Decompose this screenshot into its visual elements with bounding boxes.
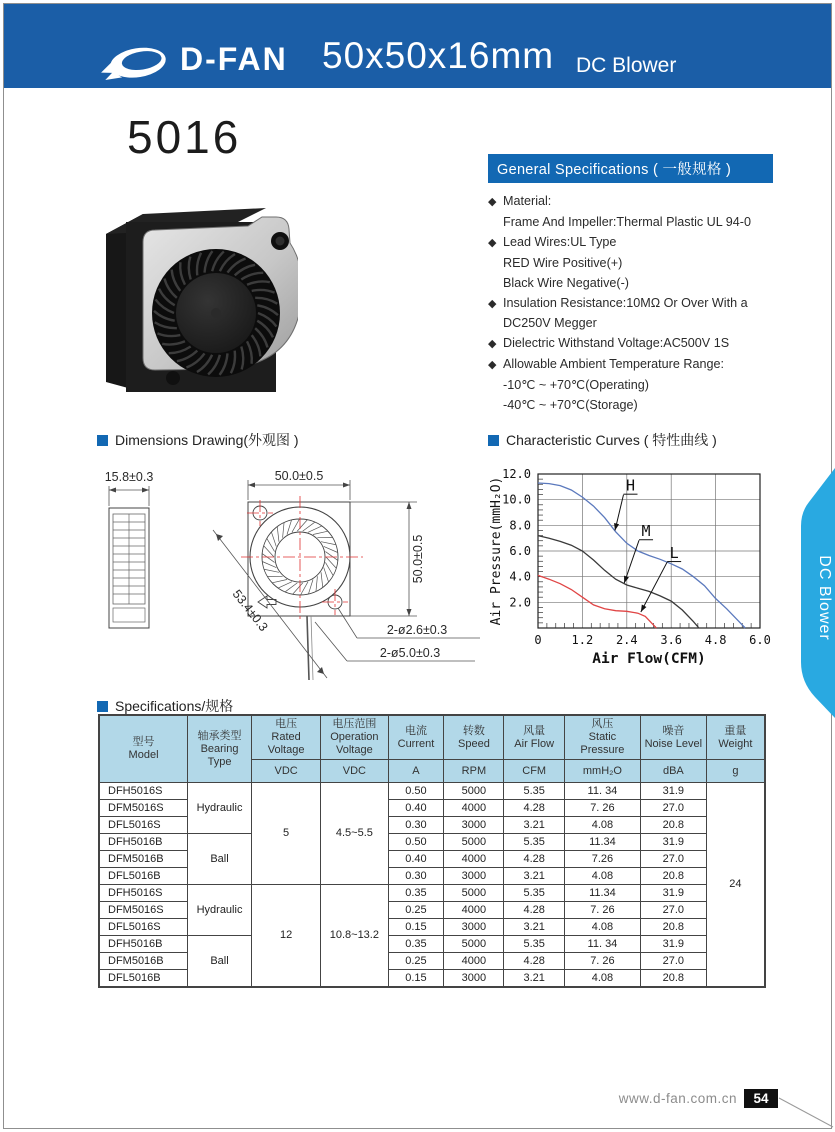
cell-pressure: 7. 26 (564, 902, 640, 919)
cell-pressure: 11. 34 (564, 936, 640, 953)
cell-airflow: 3.21 (504, 817, 565, 834)
product-size-title: 50x50x16mm (322, 35, 555, 76)
side-tab-label: DC Blower (816, 555, 833, 641)
cell-current: 0.40 (388, 800, 444, 817)
product-photo (98, 192, 298, 404)
cell-pressure: 4.08 (564, 919, 640, 936)
cell-airflow: 4.28 (504, 851, 565, 868)
spec-text: DC250V Megger (503, 316, 597, 331)
spec-text: RED Wire Positive(+) (503, 255, 623, 270)
cell-speed: 5000 (444, 783, 504, 800)
col-header-model: 型号 Model (99, 715, 188, 783)
svg-text:6.0: 6.0 (509, 544, 531, 558)
cell-pressure: 11.34 (564, 885, 640, 902)
svg-text:Air Pressure(mmH₂O): Air Pressure(mmH₂O) (489, 476, 504, 626)
dimensions-drawing (95, 450, 487, 685)
spec-line (488, 274, 773, 294)
col-header: 噪音 Noise Level (640, 715, 706, 760)
svg-text:4.0: 4.0 (509, 569, 531, 584)
cell-noise: 20.8 (640, 817, 706, 834)
cell-speed: 5000 (444, 936, 504, 953)
table-row (99, 834, 765, 851)
col-unit: VDC (321, 760, 388, 783)
general-specifications-title: General Specifications ( 一般规格 ) (488, 154, 773, 183)
col-unit: mmH₂O (564, 760, 640, 783)
table-row (99, 936, 765, 953)
blue-square-bullet-icon (97, 701, 108, 712)
cell-pressure: 4.08 (564, 868, 640, 885)
cell-pressure: 7. 26 (564, 953, 640, 970)
spec-line (488, 396, 773, 416)
spec-line (488, 213, 773, 233)
cell-airflow: 4.28 (504, 800, 565, 817)
svg-text:10.0: 10.0 (502, 492, 531, 507)
cell-current: 0.40 (388, 851, 444, 868)
spec-text: Dielectric Withstand Voltage:AC500V 1S (503, 336, 730, 351)
col-header: 电压 Rated Voltage (251, 715, 320, 760)
cell-model: DFM5016B (99, 953, 188, 970)
cell-current: 0.35 (388, 936, 444, 953)
cell-speed: 3000 (444, 919, 504, 936)
cell-model: DFH5016B (99, 936, 188, 953)
spec-text: Frame And Impeller:Thermal Plastic UL 94-0 (503, 214, 752, 229)
cell-pressure: 7.26 (564, 851, 640, 868)
dim-holes-large-label: 2-ø5.0±0.3 (379, 646, 441, 660)
spec-line (488, 376, 773, 396)
curves-title-text: Characteristic Curves ( 特性曲线 ) (506, 432, 717, 448)
cell-voltage: 5 (251, 783, 320, 885)
curves-chart (486, 450, 778, 672)
cell-voltage: 12 (251, 885, 320, 988)
cell-model: DFL5016B (99, 868, 188, 885)
cell-current: 0.50 (388, 834, 444, 851)
spec-text: Lead Wires:UL Type (503, 234, 617, 249)
col-unit: A (388, 760, 444, 783)
cell-airflow: 5.35 (504, 834, 565, 851)
blue-square-bullet-icon (97, 435, 108, 446)
general-spec-list (488, 192, 773, 416)
cell-current: 0.30 (388, 868, 444, 885)
col-header: 电压范围 Operation Voltage (321, 715, 388, 760)
spec-line (488, 254, 773, 274)
brand-name: D-FAN (180, 41, 288, 77)
svg-text:2.0: 2.0 (509, 595, 531, 610)
svg-text:1.2: 1.2 (571, 633, 594, 647)
dim-height-label: 50.0±0.5 (411, 534, 425, 584)
col-unit: g (706, 760, 765, 783)
cell-airflow: 3.21 (504, 868, 565, 885)
svg-text:8.0: 8.0 (509, 518, 531, 533)
product-type-label: DC Blower (576, 54, 677, 77)
diamond-bullet-icon: ◆ (488, 338, 497, 351)
cell-airflow: 3.21 (504, 919, 565, 936)
cell-model: DFH5016B (99, 834, 188, 851)
spec-text: -10℃ ~ +70℃(Operating) (503, 378, 649, 393)
table-row (99, 783, 765, 800)
cell-noise: 20.8 (640, 970, 706, 988)
dimensions-section-title (97, 430, 299, 450)
corner-line (778, 1095, 834, 1129)
cell-current: 0.50 (388, 783, 444, 800)
cell-noise: 31.9 (640, 936, 706, 953)
col-header: 重量 Weight (706, 715, 765, 760)
svg-text:12.0: 12.0 (502, 467, 531, 481)
cell-noise: 31.9 (640, 834, 706, 851)
cell-noise: 31.9 (640, 783, 706, 800)
cell-voltage-range: 10.8~13.2 (321, 885, 388, 988)
dim-width-label: 50.0±0.5 (274, 469, 324, 483)
spec-table (98, 714, 766, 988)
diamond-bullet-icon: ◆ (488, 196, 497, 208)
cell-airflow: 5.35 (504, 783, 565, 800)
cell-speed: 4000 (444, 902, 504, 919)
cell-current: 0.15 (388, 970, 444, 988)
col-unit: VDC (251, 760, 320, 783)
cell-noise: 27.0 (640, 800, 706, 817)
diamond-bullet-icon: ◆ (488, 297, 497, 310)
cell-current: 0.30 (388, 817, 444, 834)
cell-speed: 3000 (444, 868, 504, 885)
svg-text:6.0: 6.0 (749, 633, 771, 647)
header-band (4, 4, 831, 88)
cell-model: DFL5016S (99, 817, 188, 834)
cell-noise: 27.0 (640, 902, 706, 919)
dim-holes-small-label: 2-ø2.6±0.3 (386, 623, 448, 637)
diamond-bullet-icon: ◆ (488, 236, 497, 249)
footer-website: www.d-fan.com.cn (618, 1091, 737, 1106)
spec-text: -40℃ ~ +70℃(Storage) (503, 398, 638, 413)
col-header-bearing: 轴承类型 Bearing Type (188, 715, 252, 783)
svg-text:4.8: 4.8 (704, 633, 727, 647)
cell-airflow: 4.28 (504, 953, 565, 970)
cell-noise: 27.0 (640, 953, 706, 970)
curves-section-title (488, 430, 717, 450)
cell-bearing: Hydraulic (188, 885, 252, 936)
cell-pressure: 4.08 (564, 817, 640, 834)
diamond-bullet-icon: ◆ (488, 359, 497, 372)
svg-text:M: M (641, 522, 651, 541)
blue-square-bullet-icon (488, 435, 499, 446)
cell-airflow: 5.35 (504, 936, 565, 953)
general-specifications-panel (488, 154, 773, 416)
cell-airflow: 4.28 (504, 902, 565, 919)
cell-speed: 5000 (444, 885, 504, 902)
spec-line (488, 294, 773, 315)
svg-text:0: 0 (534, 633, 542, 647)
col-header: 电流 Current (388, 715, 444, 760)
cell-noise: 31.9 (640, 885, 706, 902)
spec-line (488, 192, 773, 213)
col-unit: dBA (640, 760, 706, 783)
cell-speed: 4000 (444, 851, 504, 868)
dim-diagonal-label: 53.4±0.3 (229, 587, 271, 634)
cell-pressure: 4.08 (564, 970, 640, 988)
cell-pressure: 11.34 (564, 834, 640, 851)
cell-speed: 3000 (444, 970, 504, 988)
dc-blower-side-tab (789, 466, 835, 738)
cell-pressure: 11. 34 (564, 783, 640, 800)
cell-airflow: 3.21 (504, 970, 565, 988)
cell-model: DFM5016S (99, 800, 188, 817)
cell-bearing: Ball (188, 834, 252, 885)
cell-current: 0.35 (388, 885, 444, 902)
cell-airflow: 5.35 (504, 885, 565, 902)
cell-speed: 4000 (444, 953, 504, 970)
svg-text:2.4: 2.4 (615, 633, 638, 647)
dimensions-title-text: Dimensions Drawing(外观图 ) (115, 432, 299, 448)
cell-pressure: 7. 26 (564, 800, 640, 817)
cell-bearing: Ball (188, 936, 252, 988)
cell-current: 0.25 (388, 902, 444, 919)
cell-noise: 20.8 (640, 919, 706, 936)
cell-noise: 20.8 (640, 868, 706, 885)
cell-speed: 4000 (444, 800, 504, 817)
cell-bearing: Hydraulic (188, 783, 252, 834)
spec-text: Insulation Resistance:10MΩ Or Over With a (503, 295, 748, 310)
spec-text: Black Wire Negative(-) (503, 275, 629, 290)
spec-line (488, 233, 773, 254)
cell-speed: 5000 (444, 834, 504, 851)
col-header: 转数 Speed (444, 715, 504, 760)
cell-current: 0.15 (388, 919, 444, 936)
svg-text:H: H (625, 476, 636, 495)
cell-weight: 24 (706, 783, 765, 988)
cell-model: DFH5016S (99, 885, 188, 902)
svg-text:L: L (669, 544, 679, 563)
table-row (99, 885, 765, 902)
col-unit: RPM (444, 760, 504, 783)
dfan-logo-icon (98, 37, 174, 87)
col-unit: CFM (504, 760, 565, 783)
spec-line (488, 314, 773, 334)
cell-model: DFM5016B (99, 851, 188, 868)
svg-text:3.6: 3.6 (660, 633, 683, 647)
cell-model: DFL5016B (99, 970, 188, 988)
cell-current: 0.25 (388, 953, 444, 970)
spec-text: Material: (503, 194, 552, 208)
dim-thickness-label: 15.8±0.3 (104, 470, 154, 484)
cell-model: DFH5016S (99, 783, 188, 800)
col-header: 风量 Air Flow (504, 715, 565, 760)
specifications-section-title (97, 696, 233, 716)
cell-model: DFL5016S (99, 919, 188, 936)
spec-line (488, 355, 773, 376)
page-number-badge: 54 (744, 1089, 778, 1108)
svg-text:Air Flow(CFM): Air Flow(CFM) (592, 651, 706, 667)
cell-noise: 27.0 (640, 851, 706, 868)
cell-voltage-range: 4.5~5.5 (321, 783, 388, 885)
cell-model: DFM5016S (99, 902, 188, 919)
cell-speed: 3000 (444, 817, 504, 834)
spec-text: Allowable Ambient Temperature Range: (503, 357, 724, 372)
model-number-title: 5016 (127, 111, 242, 163)
col-header: 风压 Static Pressure (564, 715, 640, 760)
spec-line (488, 334, 773, 355)
specifications-title-text: Specifications/规格 (115, 698, 234, 714)
